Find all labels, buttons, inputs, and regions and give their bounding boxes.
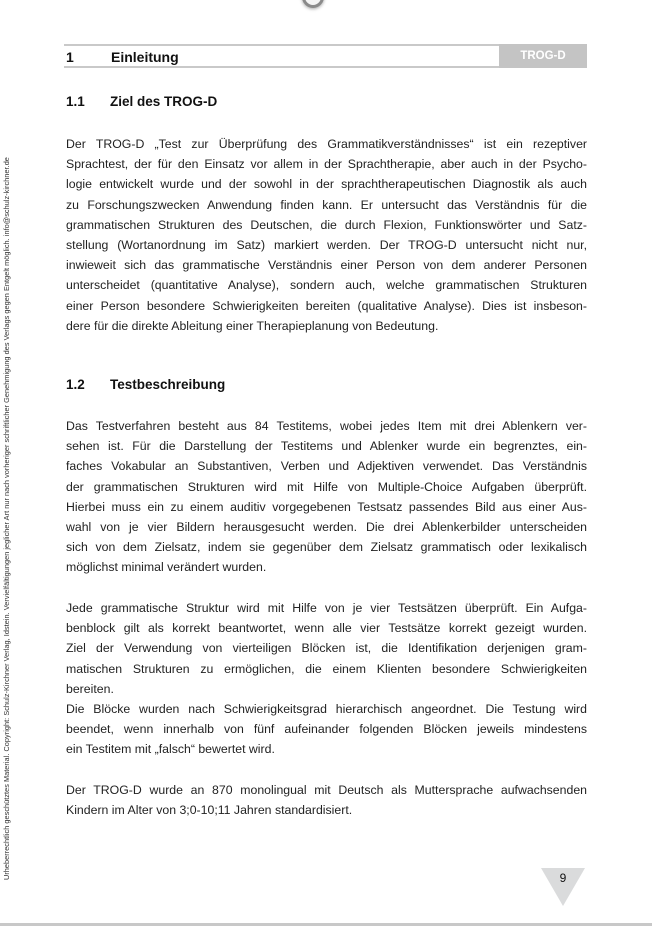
- text-line: wahl von je vier Bildern herausgesucht werden. Die drei Ablenkerbilder unterscheiden: [66, 520, 587, 535]
- chapter-tag: TROG-D: [499, 44, 587, 68]
- text-line: einer Person besondere Schwierigkeiten bereiten (qualitative Analyse). Dies ist insbeson-: [66, 298, 587, 313]
- text-line: dere für die direkte Ableitung einer Therapieplanung von Bedeutung.: [66, 318, 439, 333]
- paragraph-struktur: [66, 598, 587, 760]
- text-line: Das Testverfahren besteht aus 84 Testitems, wobei jedes Item mit drei Ablenkern ver-: [66, 419, 587, 433]
- text-line: Sprachtest, der für den Einsatz vor allem in der Sprachtherapie, aber auch in der Psycho-: [66, 157, 587, 172]
- text-line: matischen Strukturen zu ermöglichen, die einem Klienten besondere Schwierigkeiten: [66, 661, 587, 676]
- section-number: 1.1: [66, 94, 85, 109]
- paragraph-testverfahren: [66, 416, 587, 578]
- text-line: grammatischen Strukturen des Deutschen, die durch Flexion, Funktionswörter und Satz-: [66, 217, 587, 232]
- text-line: unterscheidet (quantitative Analyse), sondern auch, welche grammatischen Strukturen: [66, 278, 587, 293]
- text-line: Hierbei muss ein zu einem auditiv vorgegebenen Testsatz passendes Bild aus einer Aus-: [66, 499, 587, 514]
- paragraph-standardisierung: [66, 780, 587, 820]
- text-line: zu Forschungszwecken Anwendung finden kann. Er untersucht das Verständnis für die: [66, 197, 587, 212]
- page-number: 9: [559, 871, 567, 885]
- text-line: inwieweit sich das grammatische Verständnis einer Person von dem anderer Personen: [66, 258, 587, 273]
- chapter-title: Einleitung: [111, 49, 179, 65]
- binder-ring-icon: [302, 0, 324, 8]
- section-heading-testbeschreibung: [66, 377, 225, 392]
- section-title: Testbeschreibung: [110, 377, 226, 392]
- chapter-header: [64, 44, 586, 68]
- text-line: stellung (Wortanordnung im Satz) markiert werden. Der TROG-D untersucht nicht nur,: [66, 238, 587, 253]
- text-line: logie entwickelt wurde und der sowohl in der sprachtherapeutischen Diagnostik als auch: [66, 177, 587, 192]
- text-line: faches Vokabular an Substantiven, Verben und Adjektiven verwendet. Das Verständnis: [66, 459, 587, 474]
- text-line: Kindern im Alter von 3;0-10;11 Jahren standardisiert.: [66, 803, 353, 818]
- text-line: Der TROG-D wurde an 870 monolingual mit Deutsch als Muttersprache aufwachsenden: [66, 783, 587, 797]
- text-line: bereiten.: [66, 681, 114, 696]
- text-line: benblock gilt als korrekt beantwortet, wenn alle vier Testsätze korrekt gezeigt wurden.: [66, 621, 587, 636]
- text-line: der grammatischen Strukturen wird mit Hilfe von Multiple-Choice Aufgaben überprüft.: [66, 479, 587, 494]
- text-line: sehen ist. Für die Darstellung der Testitems und Ablenker wurde ein begrenztes, ein-: [66, 439, 587, 454]
- text-line: Jede grammatische Struktur wird mit Hilfe von je vier Testsätzen überprüft. Ein Aufga-: [66, 601, 587, 615]
- text-line: Die Blöcke wurden nach Schwierigkeitsgrad hierarchisch angeordnet. Die Testung wird: [66, 702, 587, 717]
- text-line: ein Testitem mit „falsch“ bewertet wird.: [66, 742, 275, 757]
- section-title: Ziel des TROG-D: [110, 94, 218, 109]
- text-line: Der TROG-D „Test zur Überprüfung des Grammatikverständnisses“ ist ein rezeptiver: [66, 137, 587, 151]
- paragraph-ziel: [66, 134, 587, 336]
- text-line: beendet, wenn innerhalb von fünf aufeinander folgenden Blöcken jeweils mindestens: [66, 722, 587, 737]
- text-line: sich von dem Zielsatz, indem sie gegenüber dem Zielsatz grammatisch oder lexikalisch: [66, 540, 587, 555]
- text-line: Ziel der Verwendung von vierteiligen Blöcken ist, die Identifikation derjenigen gram-: [66, 641, 587, 656]
- section-heading-ziel: [66, 94, 217, 109]
- chapter-number: 1: [66, 49, 74, 65]
- copyright-side-note: Urheberrechtlich geschütztes Material. Copyright: Schulz-Kirchner Verlag, Idstein. Vervielfältigungen jeglicher Art nur nach vorheriger schriftlicher Genehmigung des Verlags gegen Entgelt möglich. info@schulz-kirchner.de: [2, 157, 11, 880]
- section-number: 1.2: [66, 377, 85, 392]
- text-line: möglichst minimal verändert wurden.: [66, 560, 267, 575]
